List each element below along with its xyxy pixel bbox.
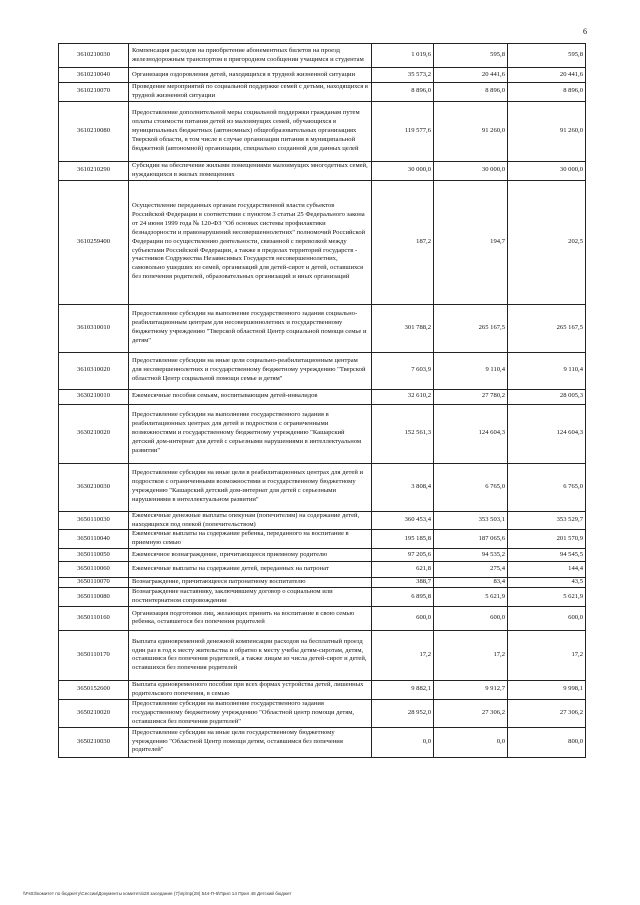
row-value-1: 30 000,0 (372, 161, 434, 180)
table-row (59, 44, 586, 68)
row-value-3: 202,5 (508, 180, 586, 304)
row-value-3: 8 896,0 (508, 83, 586, 102)
row-value-2: 275,4 (434, 562, 508, 578)
row-value-2: 265 167,5 (434, 304, 508, 352)
row-code: 3650110040 (59, 530, 129, 549)
table-row (59, 699, 586, 727)
row-code: 3650152600 (59, 680, 129, 699)
row-value-3: 9 998,1 (508, 680, 586, 699)
table-row (59, 727, 586, 757)
row-code: 3650110170 (59, 630, 129, 680)
table-row (59, 463, 586, 511)
table-row (59, 180, 586, 304)
row-value-3: 30 000,0 (508, 161, 586, 180)
row-value-3: 43,5 (508, 578, 586, 588)
row-value-2: 5 621,9 (434, 588, 508, 607)
row-value-2: 91 260,0 (434, 101, 508, 161)
row-code: 3650110080 (59, 588, 129, 607)
row-value-1: 187,2 (372, 180, 434, 304)
row-value-2: 83,4 (434, 578, 508, 588)
budget-table (58, 43, 586, 758)
row-value-2: 27 780,2 (434, 389, 508, 404)
table-row (59, 588, 586, 607)
row-value-1: 152 561,3 (372, 404, 434, 463)
row-code: 3650110160 (59, 606, 129, 630)
row-value-2: 124 604,3 (434, 404, 508, 463)
row-code: 3610310020 (59, 352, 129, 389)
table-row (59, 511, 586, 530)
row-description: Ежемесячное вознаграждение, причитающееся приемному родителю (129, 549, 372, 562)
row-code: 3650110060 (59, 562, 129, 578)
row-value-3: 353 529,7 (508, 511, 586, 530)
row-code: 3610210070 (59, 83, 129, 102)
row-code: 3610210080 (59, 101, 129, 161)
row-value-1: 360 453,4 (372, 511, 434, 530)
row-value-1: 3 808,4 (372, 463, 434, 511)
row-code: 3650110050 (59, 549, 129, 562)
row-value-3: 6 765,0 (508, 463, 586, 511)
row-value-3: 27 306,2 (508, 699, 586, 727)
row-value-3: 5 621,9 (508, 588, 586, 607)
row-code: 3650210020 (59, 699, 129, 727)
row-value-2: 30 000,0 (434, 161, 508, 180)
row-description: Предоставление субсидии на иные цели государственному бюджетному учреждению "Областной Центр помощи детям, оставшимся без попечения родителей" (129, 727, 372, 757)
row-value-3: 17,2 (508, 630, 586, 680)
row-value-2: 17,2 (434, 630, 508, 680)
row-description: Предоставление субсидии на иные цели в реабилитационных центрах для детей и подростков с ограниченными возможностями и государственному бюджетному учреждению "Кашарский детский дом-интернат для детей с серьезными нарушениями в интеллектуальном развитии" (129, 463, 372, 511)
row-description: Компенсация расходов на приобретение абонементных билетов на проезд железнодорожным транспортом в пригородном сообщении учащимся и студентам (129, 44, 372, 68)
table-row (59, 630, 586, 680)
file-path-footer: \\Fs03\комитет по бюджету\Сессии\Документы комитета\28 заседание (7)\пр\пр(28) 544-П-6\Прил 14 Прил 48 Детский бюджет (23, 891, 292, 896)
row-description: Проведение мероприятий по социальной поддержке семей с детьми, находящихся в трудной жизненной ситуации (129, 83, 372, 102)
row-value-2: 94 535,2 (434, 549, 508, 562)
row-description: Вознаграждение наставнику, заключившему договор о социальном или постинтернатном сопровождении (129, 588, 372, 607)
table-row (59, 562, 586, 578)
row-value-1: 1 019,6 (372, 44, 434, 68)
row-value-1: 17,2 (372, 630, 434, 680)
row-value-2: 0,0 (434, 727, 508, 757)
row-value-2: 194,7 (434, 180, 508, 304)
table-row (59, 389, 586, 404)
table-row (59, 352, 586, 389)
row-code: 3650210030 (59, 727, 129, 757)
table-row (59, 161, 586, 180)
row-value-1: 28 952,0 (372, 699, 434, 727)
row-description: Предоставление дополнительной меры социальной поддержки гражданам путем оплаты стоимости питания детей из малоимущих семей, обучающихся в муниципальных бюджетных (автономных) общеобразовательных организациях Тверской области, в том числе в случае организации питания в муниципальной бюджетной (автономной) организации, специально созданной для данных целей (129, 101, 372, 161)
row-value-3: 600,0 (508, 606, 586, 630)
row-description: Осуществление переданных органам государственной власти субъектов Российской Федерации в соответствии с пунктом 3 статьи 25 Федерального закона от 24 июня 1999 года № 120-ФЗ "Об основах системы профилактики безнадзорности и правонарушений несовершеннолетних" полномочий Российской Федерации по осуществлению деятельности, связанной с перевозкой между субъектами Российской Федерации, а также в пределах территорий государств - участников Содружества Независимых Государств несовершеннолетних, самовольно ушедших из семей, организаций для детей-сирот и детей, оставшихся без попечения родителей, образовательных организаций и иных организаций (129, 180, 372, 304)
row-value-2: 600,0 (434, 606, 508, 630)
row-value-3: 595,8 (508, 44, 586, 68)
table-row (59, 304, 586, 352)
row-value-3: 28 005,3 (508, 389, 586, 404)
row-value-3: 9 110,4 (508, 352, 586, 389)
table-row (59, 101, 586, 161)
row-value-2: 187 065,6 (434, 530, 508, 549)
page-number: 6 (583, 27, 587, 36)
row-value-3: 144,4 (508, 562, 586, 578)
row-description: Предоставление субсидии на выполнение государственного задания государственному бюджетному учреждению "Областной центр помощи детям, оставшимся без попечения родителей" (129, 699, 372, 727)
row-description: Организация подготовки лиц, желающих принять на воспитание в свою семью ребенка, оставшегося без попечения родителей (129, 606, 372, 630)
row-value-3: 201 570,9 (508, 530, 586, 549)
row-code: 3630210030 (59, 463, 129, 511)
table-row (59, 549, 586, 562)
row-description: Ежемесячные пособия семьям, воспитывающим детей-инвалидов (129, 389, 372, 404)
table-row (59, 578, 586, 588)
table-row (59, 530, 586, 549)
row-code: 3610210030 (59, 44, 129, 68)
row-description: Организация оздоровления детей, находящихся в трудной жизненной ситуации (129, 68, 372, 83)
row-description: Вознаграждение, причитающееся патронатному воспитателю (129, 578, 372, 588)
row-value-2: 595,8 (434, 44, 508, 68)
row-value-3: 800,0 (508, 727, 586, 757)
row-value-1: 6 895,8 (372, 588, 434, 607)
row-description: Ежемесячные выплаты на содержание ребенка, переданного на воспитание в приемную семью (129, 530, 372, 549)
row-value-1: 388,7 (372, 578, 434, 588)
row-code: 3650110070 (59, 578, 129, 588)
table-row (59, 68, 586, 83)
row-value-1: 35 573,2 (372, 68, 434, 83)
row-value-2: 27 306,2 (434, 699, 508, 727)
row-description: Предоставление субсидии на выполнение государственного задания в реабилитационных центрах для детей и подростков с ограниченными возможностями и государственному бюджетному учреждению "Кашарский детский дом-интернат для детей с серьезными нарушениями в интеллектуальном развитии" (129, 404, 372, 463)
table-row (59, 83, 586, 102)
row-code: 3610210040 (59, 68, 129, 83)
row-value-3: 265 167,5 (508, 304, 586, 352)
row-value-1: 119 577,6 (372, 101, 434, 161)
row-value-2: 20 441,6 (434, 68, 508, 83)
table-row (59, 680, 586, 699)
row-code: 3630210020 (59, 404, 129, 463)
row-value-2: 9 110,4 (434, 352, 508, 389)
row-value-1: 621,8 (372, 562, 434, 578)
row-description: Предоставление субсидии на выполнение государственного задания социально-реабилитационным центрам для несовершеннолетних и государственному бюджетному учреждению "Тверской областной Центр социальной помощи семье и детям" (129, 304, 372, 352)
row-value-1: 195 185,8 (372, 530, 434, 549)
row-code: 3610310010 (59, 304, 129, 352)
row-code: 3610259400 (59, 180, 129, 304)
row-description: Выплата единовременной денежной компенсации расходов на бесплатный проезд один раз в год к месту жительства и обратно к месту учебы детям-сиротам, детям, оставшимся без попечения родителей, а также лицам из числа детей-сирот и детей, оставшихся без попечения родителей (129, 630, 372, 680)
row-value-2: 9 912,7 (434, 680, 508, 699)
row-value-1: 0,0 (372, 727, 434, 757)
row-value-3: 124 604,3 (508, 404, 586, 463)
row-description: Ежемесячные выплаты на содержание детей, переданных на патронат (129, 562, 372, 578)
row-value-3: 94 545,5 (508, 549, 586, 562)
row-value-2: 8 896,0 (434, 83, 508, 102)
row-value-1: 8 896,0 (372, 83, 434, 102)
row-description: Субсидии на обеспечение жилыми помещениями малоимущих многодетных семей, нуждающихся в жилых помещениях (129, 161, 372, 180)
row-value-1: 7 603,9 (372, 352, 434, 389)
row-value-1: 9 882,1 (372, 680, 434, 699)
table-row (59, 606, 586, 630)
row-value-1: 97 205,6 (372, 549, 434, 562)
table-row (59, 404, 586, 463)
row-code: 3650110030 (59, 511, 129, 530)
row-code: 3610210290 (59, 161, 129, 180)
row-value-1: 301 788,2 (372, 304, 434, 352)
row-code: 3630210010 (59, 389, 129, 404)
row-value-3: 20 441,6 (508, 68, 586, 83)
row-description: Ежемесячные денежные выплаты опекунам (попечителям) на содержание детей, находящихся под опекой (попечительством) (129, 511, 372, 530)
row-value-1: 600,0 (372, 606, 434, 630)
row-description: Выплата единовременного пособия при всех формах устройства детей, лишенных родительского попечения, в семью (129, 680, 372, 699)
row-value-2: 6 765,0 (434, 463, 508, 511)
row-value-1: 32 610,2 (372, 389, 434, 404)
row-value-2: 353 503,1 (434, 511, 508, 530)
row-value-3: 91 260,0 (508, 101, 586, 161)
row-description: Предоставление субсидии на иные цели социально-реабилитационным центрам для несовершеннолетних и государственному бюджетному учреждению "Тверской областной Центр социальной помощи семье и детям" (129, 352, 372, 389)
